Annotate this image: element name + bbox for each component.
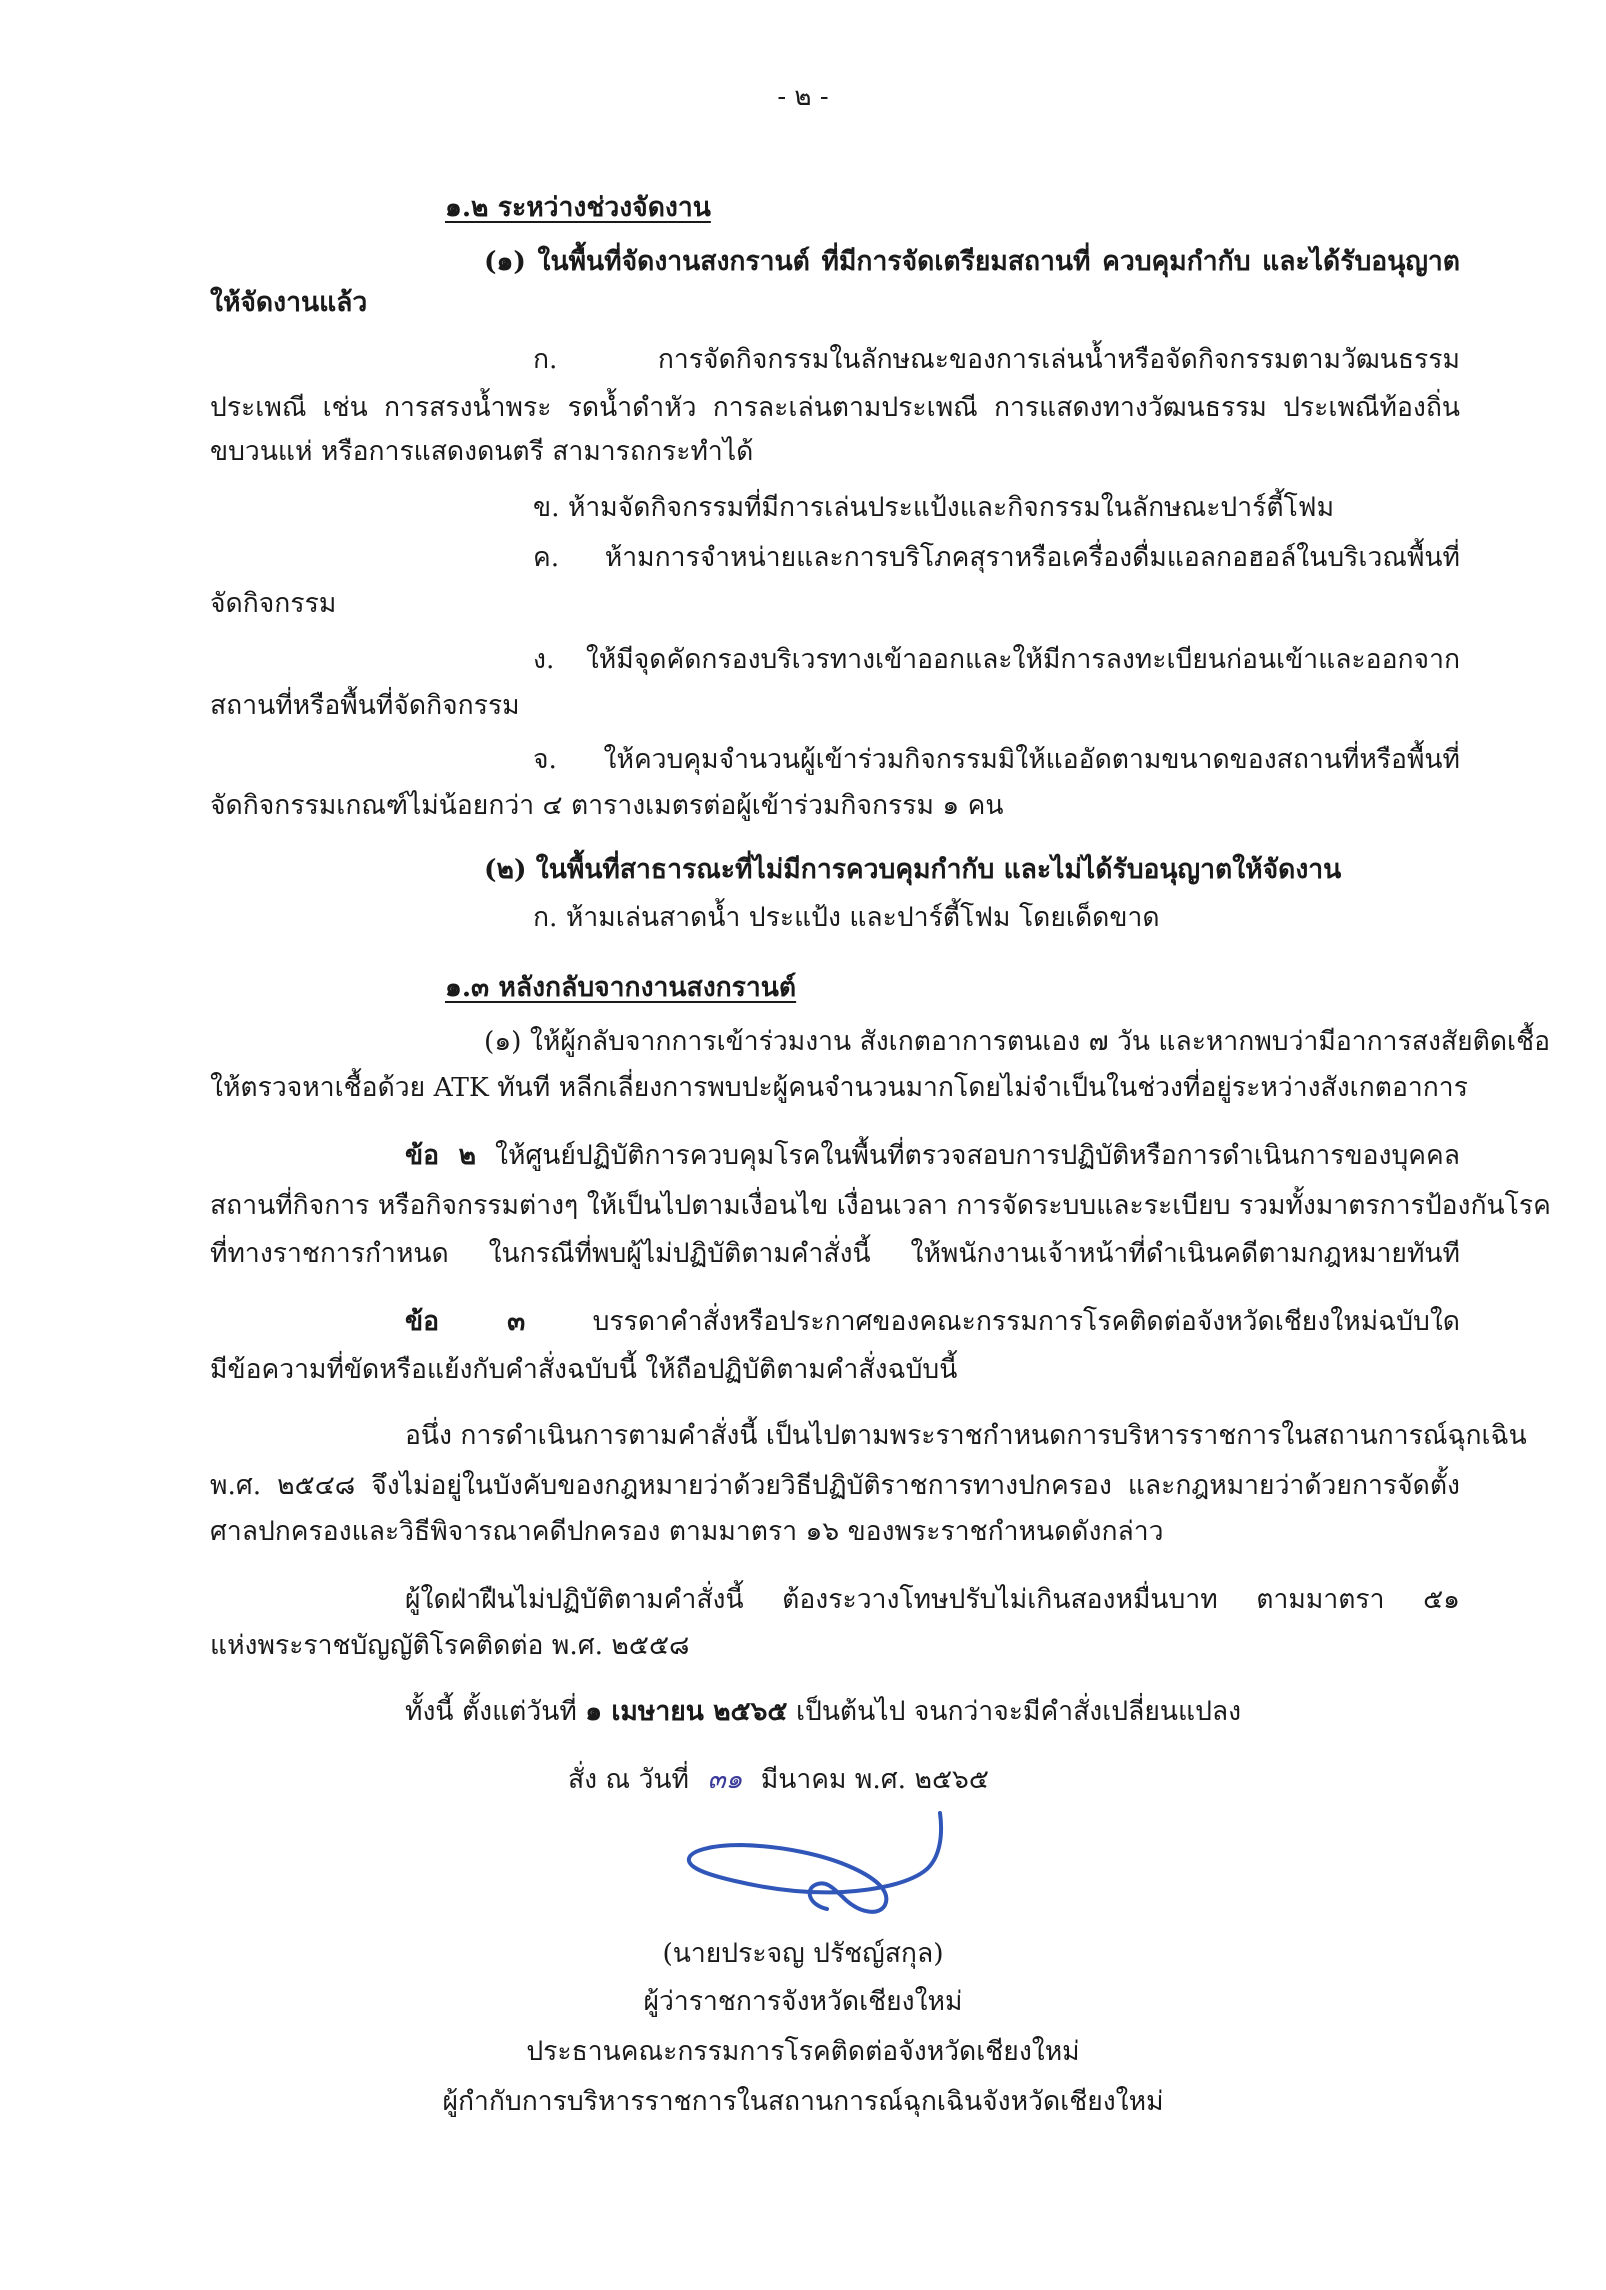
signatory-name: (นายประจญ ปรัชญ์สกุล): [662, 1938, 944, 1969]
section-1-3-item1-line1: (๑) ให้ผู้กลับจากการเข้าร่วมงาน สังเกตอาการตนเอง ๗ วัน และหากพบว่ามีอาการสงสัยติดเชื้อ: [484, 1026, 1550, 1057]
penalty-line1: ผู้ใดฝ่าฝืนไม่ปฏิบัติตามคำสั่งนี้ ต้องระวางโทษปรับไม่เกินสองหมื่นบาท ตามมาตรา ๕๑: [405, 1584, 1460, 1615]
item-c-line2: จัดกิจกรรม: [210, 588, 337, 619]
clause2-line3: ที่ทางราชการกำหนด ในกรณีที่พบผู้ไม่ปฏิบัติตามคำสั่งนี้ ให้พนักงานเจ้าหน้าที่ดำเนินคดีตามกฎหมายทันที: [210, 1238, 1460, 1269]
sub1-heading-line2: ให้จัดงานแล้ว: [210, 287, 368, 318]
order-date-day: ๓๑: [707, 1764, 743, 1795]
item-d-line2: สถานที่หรือพื้นที่จัดกิจกรรม: [210, 690, 520, 721]
effective-prefix: ทั้งนี้ ตั้งแต่วันที่: [405, 1696, 577, 1727]
signatory-title3: ผู้กำกับการบริหารราชการในสถานการณ์ฉุกเฉินจังหวัดเชียงใหม่: [442, 2086, 1164, 2117]
clause3-label: ข้อ ๓: [405, 1306, 526, 1337]
item-a-line2: ประเพณี เช่น การสรงน้ำพระ รดน้ำดำหัว การละเล่นตามประเพณี การแสดงทางวัฒนธรรม ประเพณีท้องถิ่น: [210, 392, 1460, 423]
anueng-line1: อนึ่ง การดำเนินการตามคำสั่งนี้ เป็นไปตามพระราชกำหนดการบริหารราชการในสถานการณ์ฉุกเฉิน: [405, 1420, 1527, 1451]
sub2-item-a: ก. ห้ามเล่นสาดน้ำ ประแป้ง และปาร์ตี้โฟม โดยเด็ดขาด: [533, 902, 1160, 933]
section-1-2-heading: [445, 188, 711, 228]
section-1-2-heading-text: ๑.๒ ระหว่างช่วงจัดงาน: [445, 192, 711, 223]
order-date-rest: มีนาคม พ.ศ. ๒๕๖๕: [760, 1764, 989, 1795]
item-d-line1: ง. ให้มีจุดคัดกรองบริเวรทางเข้าออกและให้มีการลงทะเบียนก่อนเข้าและออกจาก: [533, 644, 1460, 675]
signature-stroke: [689, 1813, 941, 1912]
effective-date-line: [405, 1692, 1241, 1732]
item-a-line3: ขบวนแห่ หรือการแสดงดนตรี สามารถกระทำได้: [210, 436, 754, 467]
section-1-3-heading: [445, 968, 796, 1008]
clause3-line1: [405, 1302, 1460, 1342]
section-1-3-item1-line2: ให้ตรวจหาเชื้อด้วย ATK ทันที หลีกเลี่ยงการพบปะผู้คนจำนวนมากโดยไม่จำเป็นในช่วงที่อยู่ระหว่างสังเกตอาการ: [210, 1072, 1468, 1103]
anueng-line2: พ.ศ. ๒๕๔๘ จึงไม่อยู่ในบังคับของกฎหมายว่าด้วยวิธีปฏิบัติราชการทางปกครอง และกฎหมายว่าด้วยการจัดตั้ง: [210, 1470, 1460, 1501]
item-e-line2: จัดกิจกรรมเกณฑ์ไม่น้อยกว่า ๔ ตารางเมตรต่อผู้เข้าร่วมกิจกรรม ๑ คน: [210, 790, 1004, 821]
clause2-label: ข้อ ๒: [405, 1140, 477, 1171]
clause2-line1: [405, 1136, 1460, 1176]
page-number: - ๒ -: [777, 82, 829, 112]
order-date-line: [568, 1760, 989, 1800]
handwritten-signature: [665, 1795, 995, 1935]
sub1-heading-line1: (๑) ในพื้นที่จัดงานสงกรานต์ ที่มีการจัดเตรียมสถานที่ ควบคุมกำกับ และได้รับอนุญาต: [484, 246, 1460, 277]
sub2-heading: (๒) ในพื้นที่สาธารณะที่ไม่มีการควบคุมกำกับ และไม่ได้รับอนุญาตให้จัดงาน: [484, 854, 1342, 885]
item-a-line1: ก. การจัดกิจกรรมในลักษณะของการเล่นน้ำหรือจัดกิจกรรมตามวัฒนธรรม: [533, 344, 1460, 375]
item-b: ข. ห้ามจัดกิจกรรมที่มีการเล่นประแป้งและกิจกรรมในลักษณะปาร์ตี้โฟม: [533, 492, 1335, 523]
clause3-line2: มีข้อความที่ขัดหรือแย้งกับคำสั่งฉบับนี้ ให้ถือปฏิบัติตามคำสั่งฉบับนี้: [210, 1354, 958, 1385]
clause3-line1-text: บรรดาคำสั่งหรือประกาศของคณะกรรมการโรคติดต่อจังหวัดเชียงใหม่ฉบับใด: [592, 1306, 1460, 1337]
effective-suffix: เป็นต้นไป จนกว่าจะมีคำสั่งเปลี่ยนแปลง: [795, 1696, 1242, 1727]
anueng-line3: ศาลปกครองและวิธีพิจารณาคดีปกครอง ตามมาตรา ๑๖ ของพระราชกำหนดดังกล่าว: [210, 1516, 1164, 1547]
penalty-line2: แห่งพระราชบัญญัติโรคติดต่อ พ.ศ. ๒๕๕๘: [210, 1630, 690, 1661]
clause2-line1-text: ให้ศูนย์ปฏิบัติการควบคุมโรคในพื้นที่ตรวจสอบการปฏิบัติหรือการดำเนินการของบุคคล: [495, 1140, 1460, 1171]
section-1-3-heading-text: ๑.๓ หลังกลับจากงานสงกรานต์: [445, 972, 797, 1003]
order-date-prefix: สั่ง ณ วันที่: [568, 1764, 690, 1795]
effective-date: ๑ เมษายน ๒๕๖๕: [585, 1696, 788, 1727]
item-e-line1: จ. ให้ควบคุมจำนวนผู้เข้าร่วมกิจกรรมมิให้แออัดตามขนาดของสถานที่หรือพื้นที่: [533, 744, 1460, 775]
signatory-title2: ประธานคณะกรรมการโรคติดต่อจังหวัดเชียงใหม่: [526, 2036, 1080, 2067]
signatory-title1: ผู้ว่าราชการจังหวัดเชียงใหม่: [643, 1986, 963, 2017]
clause2-line2: สถานที่กิจการ หรือกิจกรรมต่างๆ ให้เป็นไปตามเงื่อนไข เงื่อนเวลา การจัดระบบและระเบียบ รวมทั้งมาตรการป้องกันโรค: [210, 1190, 1551, 1221]
item-c-line1: ค. ห้ามการจำหน่ายและการบริโภคสุราหรือเครื่องดื่มแอลกอฮอล์ในบริเวณพื้นที่: [533, 542, 1460, 573]
